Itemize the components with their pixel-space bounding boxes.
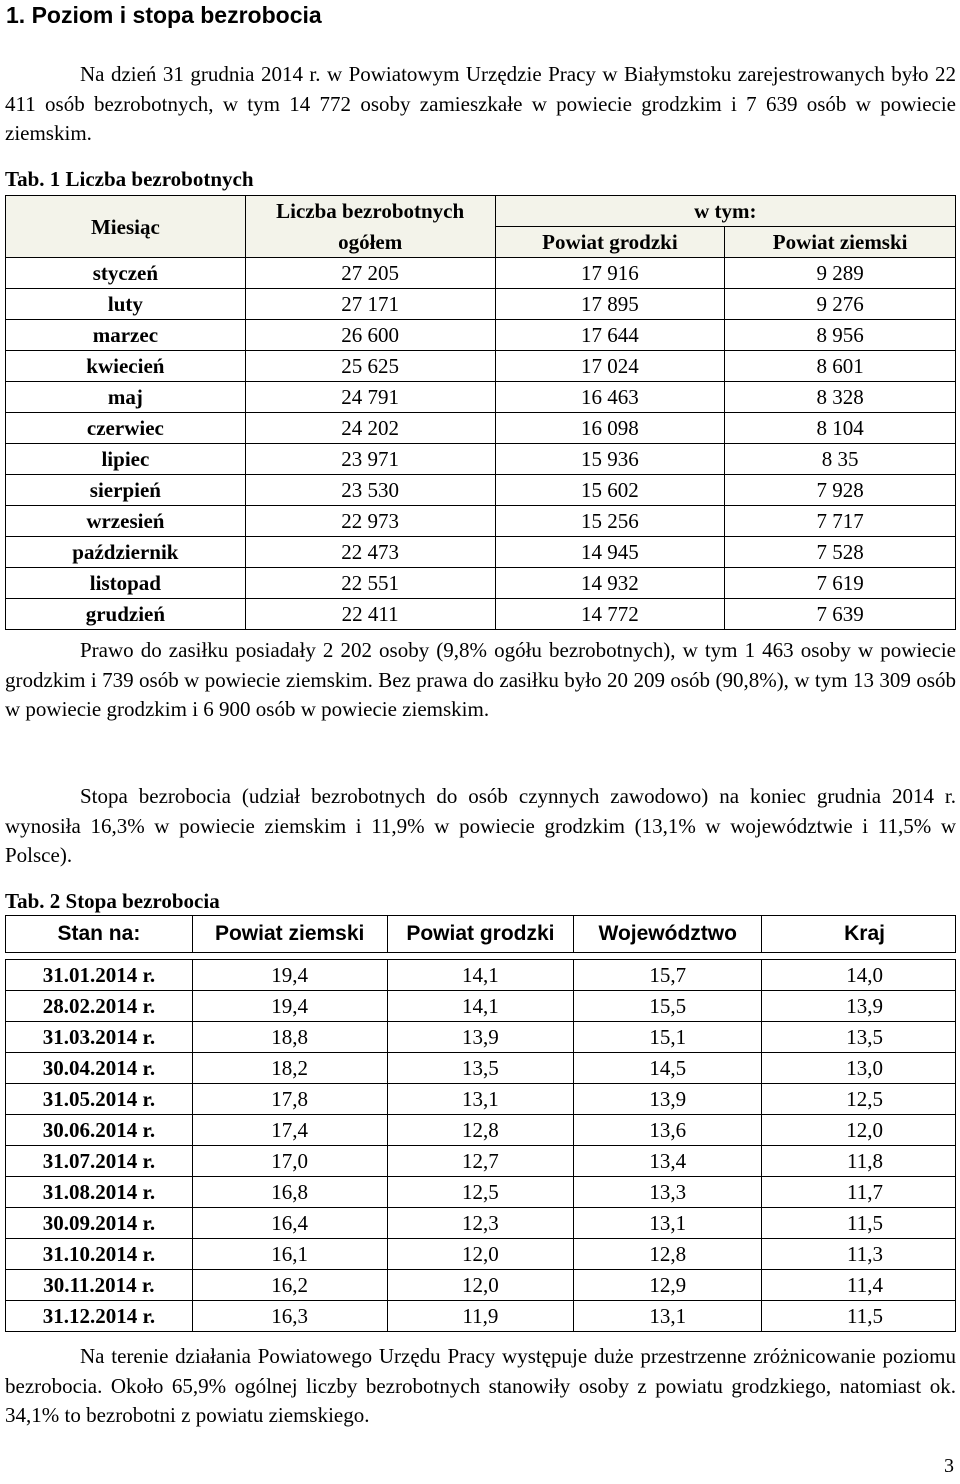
- total-cell: 22 551: [245, 568, 495, 599]
- rate-text: Stopa bezrobocia (udział bezrobotnych do osób czynnych zawodowo) na koniec grudnia 2014 r. wynosiła 16,3% w powiecie ziemskim i 11,9% w powiecie grodzkim (13,1% w województwie i 11,5% w Polsce).: [5, 784, 956, 867]
- date-cell: 30.06.2014 r.: [6, 1115, 193, 1146]
- county-cell: 7 639: [725, 599, 956, 630]
- rate-cell: 13,1: [387, 1084, 574, 1115]
- page-number: 3: [944, 1455, 954, 1477]
- rate-cell: 13,1: [574, 1301, 762, 1332]
- month-cell: maj: [6, 382, 246, 413]
- county-cell: 9 289: [725, 258, 956, 289]
- table-row: [6, 444, 956, 475]
- city-cell: 17 916: [495, 258, 725, 289]
- table2-caption: Tab. 2 Stopa bezrobocia: [5, 889, 220, 913]
- rate-cell: 18,8: [192, 1022, 387, 1053]
- rate-paragraph: [5, 782, 956, 871]
- table-row: [6, 568, 956, 599]
- rate-cell: 12,0: [762, 1115, 956, 1146]
- table-row: [6, 1146, 956, 1177]
- total-cell: 25 625: [245, 351, 495, 382]
- rate-cell: 14,5: [574, 1053, 762, 1084]
- table2-header-cell: Kraj: [762, 916, 956, 953]
- date-cell: 31.07.2014 r.: [6, 1146, 193, 1177]
- unemployed-count-table: [5, 195, 956, 630]
- date-cell: 31.01.2014 r.: [6, 960, 193, 991]
- rate-cell: 15,7: [574, 960, 762, 991]
- table-row: [6, 960, 956, 991]
- city-cell: 17 895: [495, 289, 725, 320]
- rate-cell: 12,8: [387, 1115, 574, 1146]
- month-cell: lipiec: [6, 444, 246, 475]
- rate-cell: 14,0: [762, 960, 956, 991]
- date-cell: 30.11.2014 r.: [6, 1270, 193, 1301]
- rate-cell: 13,0: [762, 1053, 956, 1084]
- rate-cell: 16,8: [192, 1177, 387, 1208]
- benefit-text: Prawo do zasiłku posiadały 2 202 osoby (9,8% ogółu bezrobotnych), w tym 1 463 osoby w powiecie grodzkim i 739 osób w powiecie ziemskim. Bez prawa do zasiłku było 20 209 osób (90,8%), w tym 13 309 osób w powiecie grodzkim i 6 900 osób w powiecie ziemskim.: [5, 638, 956, 721]
- rate-cell: 13,5: [762, 1022, 956, 1053]
- rate-cell: 13,9: [387, 1022, 574, 1053]
- date-cell: 30.09.2014 r.: [6, 1208, 193, 1239]
- date-cell: 30.04.2014 r.: [6, 1053, 193, 1084]
- total-cell: 24 202: [245, 413, 495, 444]
- county-cell: 8 104: [725, 413, 956, 444]
- table-row: [6, 320, 956, 351]
- table-row: [6, 1208, 956, 1239]
- rate-cell: 12,3: [387, 1208, 574, 1239]
- distribution-text: Na terenie działania Powiatowego Urzędu Pracy występuje duże przestrzenne zróżnicowanie poziomu bezrobocia. Około 65,9% ogólnej liczby bezrobotnych stanowiły osoby z powiatu grodzkiego, natomiast ok. 34,1% to bezrobotni z powiatu ziemskiego.: [5, 1344, 956, 1427]
- total-cell: 27 171: [245, 289, 495, 320]
- rate-cell: 13,4: [574, 1146, 762, 1177]
- rate-cell: 11,3: [762, 1239, 956, 1270]
- rate-cell: 17,8: [192, 1084, 387, 1115]
- total-cell: 24 791: [245, 382, 495, 413]
- rate-cell: 13,1: [574, 1208, 762, 1239]
- table-row: [6, 475, 956, 506]
- table1-caption: Tab. 1 Liczba bezrobotnych: [5, 167, 254, 191]
- table-row: [6, 1053, 956, 1084]
- rate-cell: 13,9: [762, 991, 956, 1022]
- table2-gap-row: [6, 953, 956, 960]
- table-row: [6, 1239, 956, 1270]
- month-cell: październik: [6, 537, 246, 568]
- month-cell: listopad: [6, 568, 246, 599]
- total-cell: 22 973: [245, 506, 495, 537]
- rate-cell: 13,9: [574, 1084, 762, 1115]
- header-group: w tym:: [495, 196, 955, 227]
- county-cell: 8 601: [725, 351, 956, 382]
- total-cell: 22 411: [245, 599, 495, 630]
- rate-cell: 16,1: [192, 1239, 387, 1270]
- total-cell: 23 971: [245, 444, 495, 475]
- rate-cell: 11,5: [762, 1301, 956, 1332]
- rate-cell: 12,9: [574, 1270, 762, 1301]
- county-cell: 7 928: [725, 475, 956, 506]
- date-cell: 31.12.2014 r.: [6, 1301, 193, 1332]
- city-cell: 15 256: [495, 506, 725, 537]
- section-heading: 1. Poziom i stopa bezrobocia: [6, 2, 322, 28]
- table2-header-cell: Województwo: [574, 916, 762, 953]
- table-row: [6, 537, 956, 568]
- rate-cell: 12,5: [762, 1084, 956, 1115]
- city-cell: 16 098: [495, 413, 725, 444]
- table-row: [6, 506, 956, 537]
- total-cell: 26 600: [245, 320, 495, 351]
- table-row: [6, 599, 956, 630]
- rate-cell: 12,0: [387, 1239, 574, 1270]
- header-city: Powiat grodzki: [495, 227, 725, 258]
- table-row: [6, 413, 956, 444]
- table-row: [6, 1301, 956, 1332]
- month-cell: kwiecień: [6, 351, 246, 382]
- total-cell: 23 530: [245, 475, 495, 506]
- city-cell: 17 644: [495, 320, 725, 351]
- city-cell: 14 932: [495, 568, 725, 599]
- unemployment-rate-table: [5, 915, 956, 1332]
- table2-header-cell: Powiat ziemski: [192, 916, 387, 953]
- city-cell: 14 772: [495, 599, 725, 630]
- city-cell: 17 024: [495, 351, 725, 382]
- date-cell: 31.10.2014 r.: [6, 1239, 193, 1270]
- rate-cell: 13,3: [574, 1177, 762, 1208]
- intro-paragraph: [5, 60, 956, 149]
- county-cell: 8 35: [725, 444, 956, 475]
- table2-body: [6, 960, 956, 1332]
- distribution-paragraph: [5, 1342, 956, 1431]
- month-cell: grudzień: [6, 599, 246, 630]
- table-row: [6, 1115, 956, 1146]
- total-cell: 22 473: [245, 537, 495, 568]
- date-cell: 31.05.2014 r.: [6, 1084, 193, 1115]
- county-cell: 9 276: [725, 289, 956, 320]
- county-cell: 8 328: [725, 382, 956, 413]
- rate-cell: 12,5: [387, 1177, 574, 1208]
- table2-header-cell: Stan na:: [6, 916, 193, 953]
- county-cell: 7 717: [725, 506, 956, 537]
- county-cell: 7 619: [725, 568, 956, 599]
- month-cell: czerwiec: [6, 413, 246, 444]
- month-cell: sierpień: [6, 475, 246, 506]
- rate-cell: 15,1: [574, 1022, 762, 1053]
- benefit-paragraph: [5, 636, 956, 725]
- table1-body: [6, 258, 956, 630]
- rate-cell: 12,8: [574, 1239, 762, 1270]
- header-total-line1: Liczba bezrobotnych: [245, 196, 495, 227]
- header-total-line2: ogółem: [245, 227, 495, 258]
- table-row: [6, 351, 956, 382]
- rate-cell: 19,4: [192, 991, 387, 1022]
- month-cell: wrzesień: [6, 506, 246, 537]
- county-cell: 8 956: [725, 320, 956, 351]
- intro-text: Na dzień 31 grudnia 2014 r. w Powiatowym Urzędzie Pracy w Białymstoku zarejestrowanych było 22 411 osób bezrobotnych, w tym 14 772 osoby zamieszkałe w powiecie grodzkim i 7 639 osób w powiecie ziemskim.: [5, 62, 956, 145]
- month-cell: marzec: [6, 320, 246, 351]
- rate-cell: 18,2: [192, 1053, 387, 1084]
- rate-cell: 11,7: [762, 1177, 956, 1208]
- table-row: [6, 1177, 956, 1208]
- rate-cell: 15,5: [574, 991, 762, 1022]
- city-cell: 15 936: [495, 444, 725, 475]
- rate-cell: 14,1: [387, 960, 574, 991]
- rate-cell: 16,3: [192, 1301, 387, 1332]
- table-row: [6, 1084, 956, 1115]
- gap-cell: [6, 953, 956, 960]
- table-row: [6, 289, 956, 320]
- rate-cell: 12,0: [387, 1270, 574, 1301]
- table-row: [6, 382, 956, 413]
- city-cell: 14 945: [495, 537, 725, 568]
- date-cell: 31.03.2014 r.: [6, 1022, 193, 1053]
- rate-cell: 14,1: [387, 991, 574, 1022]
- rate-cell: 11,9: [387, 1301, 574, 1332]
- rate-cell: 19,4: [192, 960, 387, 991]
- city-cell: 15 602: [495, 475, 725, 506]
- table2-header-cell: Powiat grodzki: [387, 916, 574, 953]
- date-cell: 31.08.2014 r.: [6, 1177, 193, 1208]
- rate-cell: 13,5: [387, 1053, 574, 1084]
- rate-cell: 13,6: [574, 1115, 762, 1146]
- rate-cell: 11,4: [762, 1270, 956, 1301]
- header-month: Miesiąc: [6, 196, 246, 258]
- table2-header-row: [6, 916, 956, 953]
- table-row: [6, 1022, 956, 1053]
- rate-cell: 12,7: [387, 1146, 574, 1177]
- rate-cell: 17,0: [192, 1146, 387, 1177]
- rate-cell: 11,5: [762, 1208, 956, 1239]
- county-cell: 7 528: [725, 537, 956, 568]
- city-cell: 16 463: [495, 382, 725, 413]
- table-row: [6, 991, 956, 1022]
- header-county: Powiat ziemski: [725, 227, 956, 258]
- rate-cell: 16,2: [192, 1270, 387, 1301]
- rate-cell: 11,8: [762, 1146, 956, 1177]
- month-cell: luty: [6, 289, 246, 320]
- total-cell: 27 205: [245, 258, 495, 289]
- table-row: [6, 1270, 956, 1301]
- month-cell: styczeń: [6, 258, 246, 289]
- table-row: [6, 258, 956, 289]
- rate-cell: 17,4: [192, 1115, 387, 1146]
- rate-cell: 16,4: [192, 1208, 387, 1239]
- date-cell: 28.02.2014 r.: [6, 991, 193, 1022]
